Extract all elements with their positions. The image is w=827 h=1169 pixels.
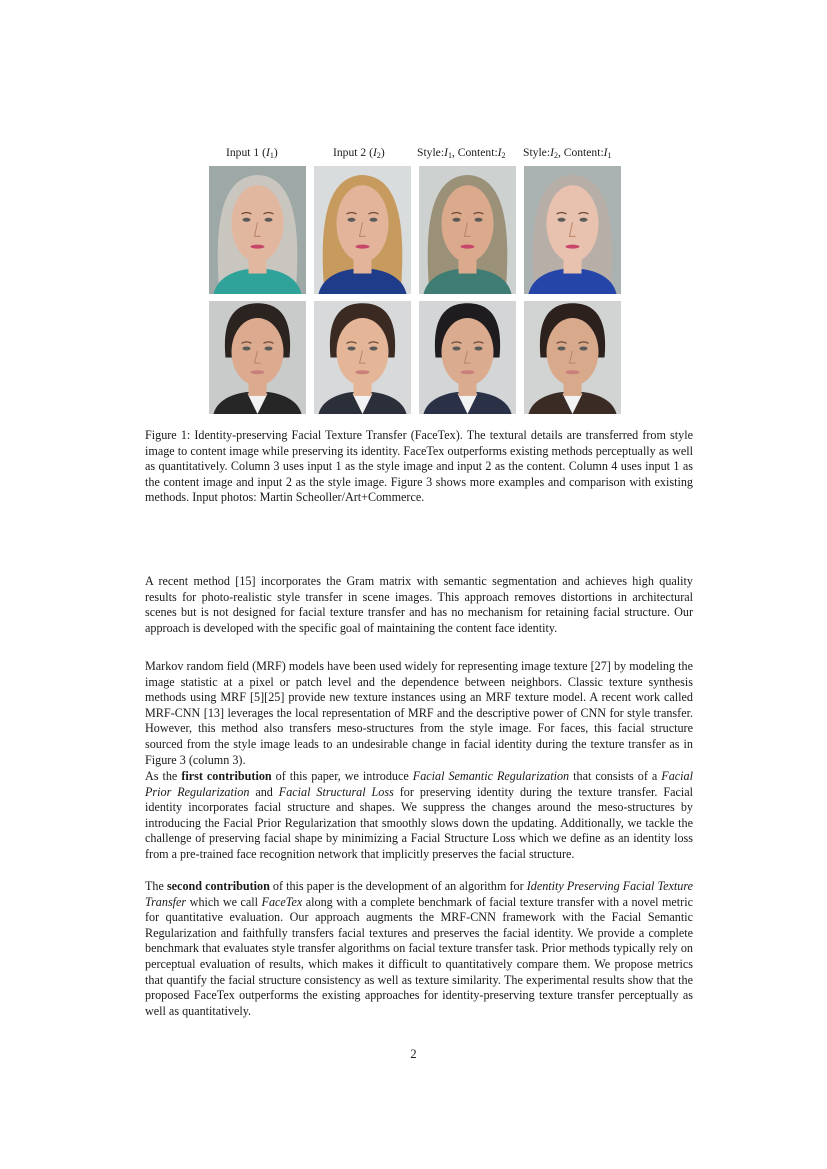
label-text: Input 2 (	[333, 146, 373, 159]
label-sub: 1	[447, 151, 452, 160]
figure-caption: Figure 1: Identity-preserving Facial Texture Transfer (FaceTex). The textural details are transferred from style image to content image while preserving its identity. FaceTex outperforms existing methods perceptually as well as quantitatively. Column 3 uses input 1 as the style image and input 2 as the content. Column 4 uses input 1 as the content image and input 2 as the style image. Figure 3 shows more examples and comparison with existing methods. Input photos: Martin Scheoller/Art+Commerce.	[145, 428, 693, 505]
label-var: I	[372, 146, 377, 159]
face-photo-r1c4	[524, 166, 621, 294]
column-label-style2-content1	[523, 146, 612, 160]
paragraph-second-contribution	[145, 879, 693, 1019]
text: of this paper, we introduce	[271, 769, 413, 783]
italic-text: Facial Semantic Regularization	[412, 769, 570, 783]
face-photo-r2c2	[314, 301, 411, 414]
column-label-style1-content2	[417, 146, 506, 160]
text: along with a complete benchmark of facial texture transfer with a novel metric for quantitative evaluation. Our approach augments the MRF-CNN framework with the Facial Semantic Regularization and faithfully transfers facial textures and preserves the facial identity. We provide a complete benchmark that evaluates style transfer algorithms on facial texture transfer task. Prior methods typically rely on perceptual evaluation of results, which makes it difficult to quantitatively compare them. We propose metrics that quantify the facial structure consistency as well as texture similarity. The experimental results show that the proposed FaceTex outperforms the existing approaches for identity-preserving texture transfer perceptually as well as quantitatively.	[145, 894, 693, 1018]
paragraph-mrf: Markov random field (MRF) models have been used widely for representing image texture [27] by modeling the image statistic at a pixel or patch level and the dependence between neighbors. Classic texture synthesis methods using MRF [5][25] provide new texture instances using an MRF texture model. A recent work called MRF-CNN [13] leverages the local representation of MRF and the descriptive power of CNN for style transfer. However, this method also transfers meso-structures from the style image. For faces, this facial structure sourced from the style image leads to an undesirable change in facial identity during the texture transfer as in Figure 3 (column 3).	[145, 659, 693, 767]
italic-text: Facial Structural Loss	[278, 784, 394, 799]
bold-text: first contribution	[181, 769, 272, 783]
italic-text: Identity Preserving Facial Texture Transfer	[145, 879, 693, 909]
label-var: I	[550, 146, 554, 159]
label-text: Style:	[417, 146, 445, 159]
face-photo-r1c1	[209, 166, 306, 294]
label-var: I	[497, 146, 502, 159]
face-photo-r1c2	[314, 166, 411, 294]
column-label-input-2	[333, 146, 385, 160]
paragraph-first-contribution	[145, 769, 693, 863]
label-text: , Content:	[557, 146, 604, 159]
text: that consists of a	[569, 769, 662, 783]
face-photo-r1c3	[419, 166, 516, 294]
bold-text: second contribution	[166, 879, 270, 893]
label-var: I	[444, 146, 448, 159]
label-text: )	[273, 146, 278, 159]
italic-text: FaceTex	[261, 894, 303, 909]
label-text: )	[380, 146, 385, 159]
face-photo-r2c1	[209, 301, 306, 414]
label-sub: 1	[269, 151, 274, 160]
face-photo-r2c4	[524, 301, 621, 414]
text: The	[145, 879, 167, 893]
label-text: Input 1 (	[226, 146, 266, 159]
text: for preserving identity during the texture transfer. Facial identity incorporates facial structure and shapes. We suppress the changes around the meso-structures by introducing the Facial Prior Regularization that smoothly slows down the updating. Additionally, we tackle the challenge of preserving facial shape by minimizing a Facial Structure Loss which we define as an identity loss from a pre-trained face recognition network that implicitly preserves the facial structure.	[145, 784, 693, 861]
text: which we call	[186, 894, 262, 909]
text: of this paper is the development of an algorithm for	[269, 879, 527, 893]
label-sub: 2	[553, 151, 558, 160]
label-sub: 2	[376, 151, 381, 160]
label-sub: 1	[607, 151, 612, 160]
label-text: Style:	[523, 146, 551, 159]
column-label-input-1	[226, 146, 278, 160]
label-text: , Content:	[451, 146, 498, 159]
text: As the	[145, 769, 182, 783]
page-number: 2	[410, 1047, 417, 1061]
italic-text: Facial Prior Regularization	[145, 769, 693, 799]
text: and	[249, 784, 279, 799]
paragraph-gram-matrix: A recent method [15] incorporates the Gram matrix with semantic segmentation and achieves high quality results for photo-realistic style transfer in scene images. This approach removes distortions in architectural scenes but is not designed for facial texture transfer and has no mechanism for retaining facial structure. Our approach is developed with the specific goal of maintaining the content face identity.	[145, 574, 693, 635]
label-sub: 2	[501, 151, 506, 160]
label-var: I	[603, 146, 608, 159]
face-photo-r2c3	[419, 301, 516, 414]
label-var: I	[265, 146, 270, 159]
